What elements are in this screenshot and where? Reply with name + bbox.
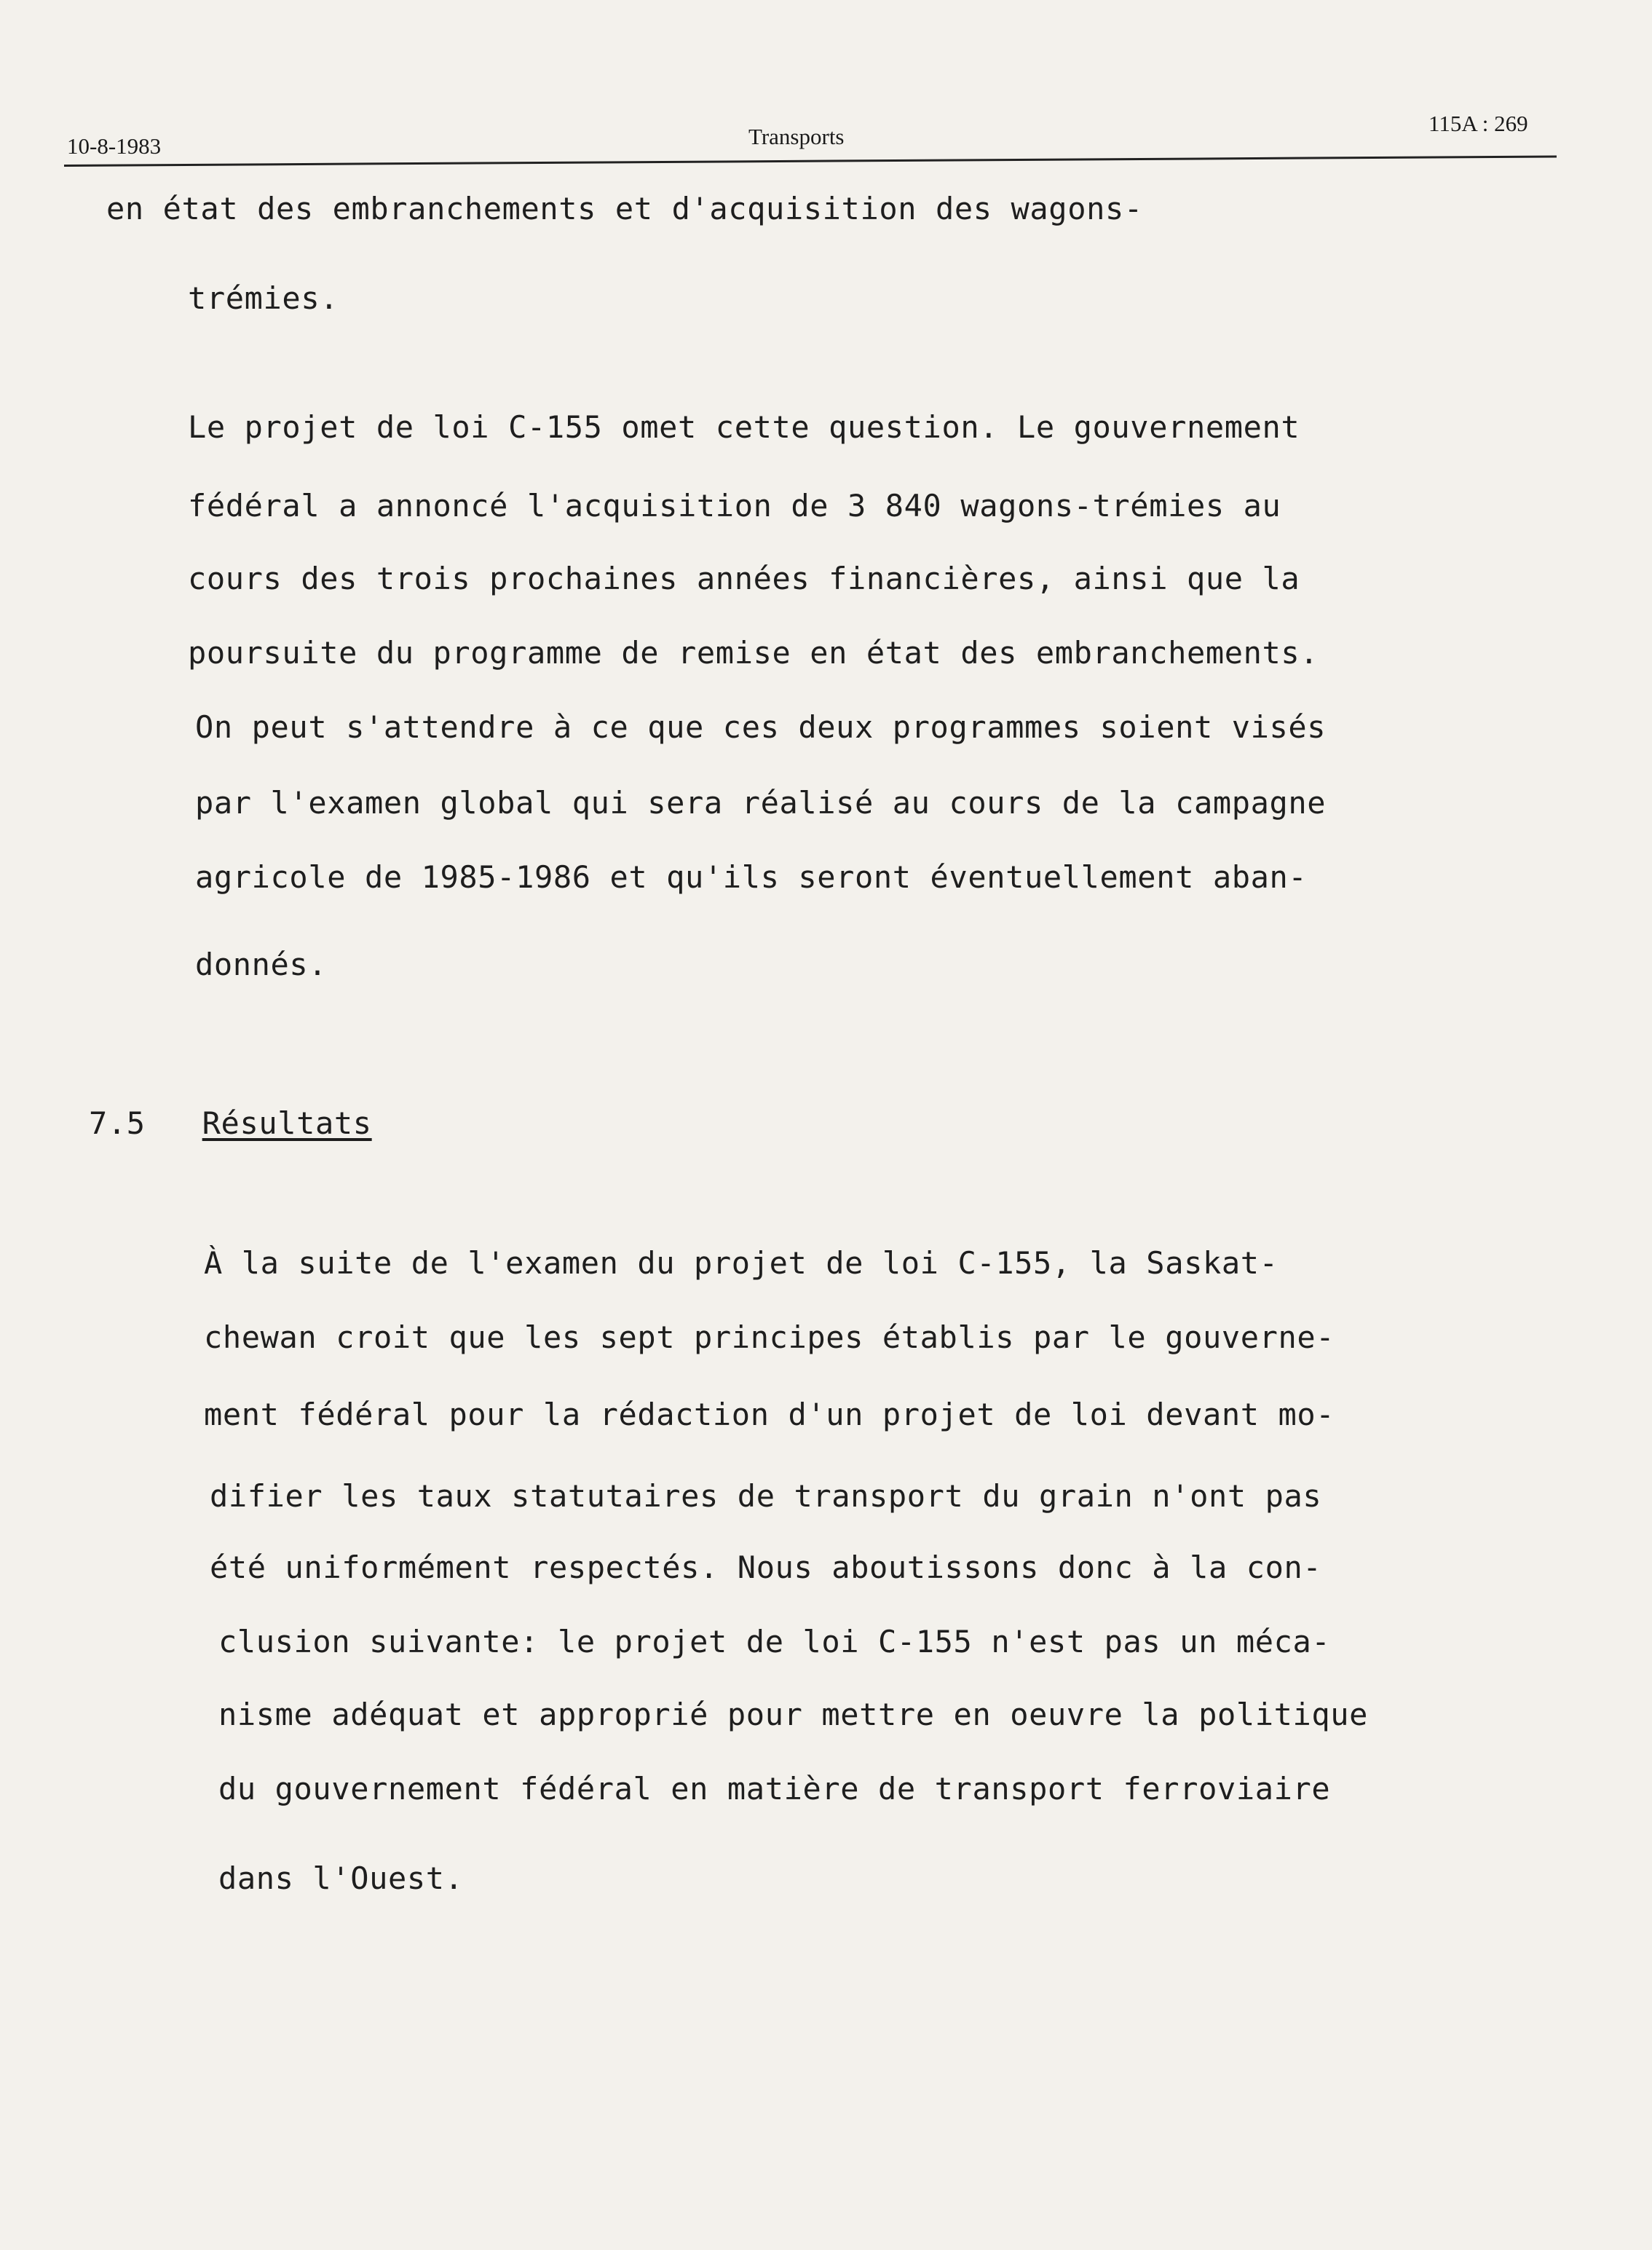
text-line: ment fédéral pour la rédaction d'un projet de loi devant mo- [204,1397,1335,1432]
header-title: Transports [748,124,845,149]
text-line: À la suite de l'examen du projet de loi C-155, la Saskat- [204,1245,1278,1281]
text-line: fédéral a annoncé l'acquisition de 3 840 wagons-trémies au [188,488,1281,524]
section-title: Résultats [202,1105,372,1141]
text-line: Le projet de loi C-155 omet cette question. Le gouvernement [188,409,1300,445]
text-line: clusion suivante: le projet de loi C-155 n'est pas un méca- [218,1624,1331,1659]
section-heading [89,1105,372,1141]
header-date: 10-8-1983 [67,133,162,159]
section-number: 7.5 [89,1105,146,1141]
text-line: dans l'Ouest. [218,1860,464,1896]
header-page-number: 115A : 269 [1428,111,1528,136]
text-line: nisme adéquat et approprié pour mettre en oeuvre la politique [218,1697,1369,1732]
text-line: agricole de 1985-1986 et qu'ils seront éventuellement aban- [195,859,1308,895]
text-line: On peut s'attendre à ce que ces deux programmes soient visés [195,709,1327,745]
text-line: donnés. [195,947,328,982]
text-line: été uniformément respectés. Nous aboutissons donc à la con- [210,1550,1322,1585]
text-line: chewan croit que les sept principes établis par le gouverne- [204,1319,1335,1355]
text-line: du gouvernement fédéral en matière de transport ferroviaire [218,1771,1331,1807]
text-line: par l'examen global qui sera réalisé au cours de la campagne [195,785,1327,821]
text-line: en état des embranchements et d'acquisition des wagons- [106,191,1143,226]
text-line: poursuite du programme de remise en état des embranchements. [188,635,1319,671]
text-line: difier les taux statutaires de transport du grain n'ont pas [210,1478,1322,1514]
text-line: cours des trois prochaines années financières, ainsi que la [188,561,1300,596]
bleed-through-text: ﾠ [167,395,196,428]
header-rule [64,155,1557,167]
text-line: trémies. [188,280,339,316]
